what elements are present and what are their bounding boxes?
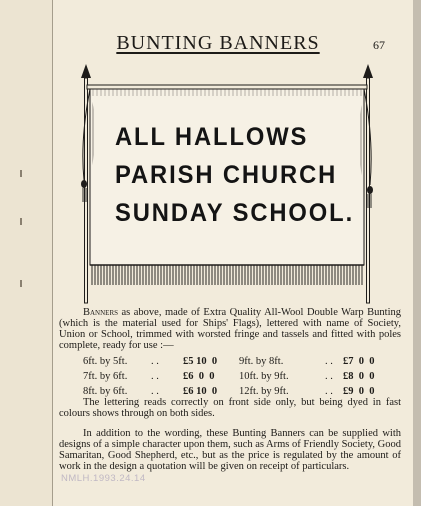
catalogue-page	[53, 0, 413, 506]
crossbar	[87, 85, 367, 89]
banner-line-3: SUNDAY SCHOOL.	[115, 199, 355, 227]
page-right-edge	[413, 0, 421, 506]
note-paragraph: The lettering reads correctly on front side only, but being dyed in fast colours shows through on both sides.	[59, 397, 401, 419]
size-a: 6ft. by 5ft.	[83, 356, 128, 367]
leader-dots: . .	[151, 386, 159, 397]
price-a: £5 10 0	[183, 356, 218, 367]
leader-dots: . .	[151, 356, 159, 367]
page-number: 67	[373, 38, 385, 52]
banner-fringe	[90, 265, 364, 285]
price-row	[59, 371, 399, 386]
price-a: £6 10 0	[183, 386, 218, 397]
description-text: as above, made of Extra Quality All-Wool Double Warp Bunting (which is the material used for Ships' Flags), lettered with name of Society, Union or School, trimmed with worsted fringe and tassels and fitted with poles complete, ready for use :—	[59, 307, 401, 351]
leader-dots: . .	[325, 371, 333, 382]
size-b: 12ft. by 9ft.	[239, 386, 289, 397]
price-list	[59, 356, 399, 401]
size-a: 8ft. by 6ft.	[83, 386, 128, 397]
page-title: BUNTING BANNERS	[116, 32, 320, 54]
description-paragraph	[59, 307, 401, 351]
price-b: £9 0 0	[343, 386, 375, 397]
archive-stamp: NMLH.1993.24.14	[61, 473, 146, 484]
banner-line-2: PARISH CHURCH	[115, 161, 338, 189]
size-b: 9ft. by 8ft.	[239, 356, 284, 367]
banner-lettering	[115, 118, 355, 232]
leader-dots: . .	[325, 356, 333, 367]
description-lead: Banners	[83, 307, 119, 318]
price-a: £6 0 0	[183, 371, 215, 382]
leader-dots: . .	[151, 371, 159, 382]
price-b: £7 0 0	[343, 356, 375, 367]
price-row	[59, 356, 399, 371]
addition-paragraph: In addition to the wording, these Bunting Banners can be supplied with designs of a simple character upon them, such as Arms of Friendly Society, Good Samaritan, Good Shepherd, etc., but as the price is regulated by the amount of work in the design a quotation will be given on receipt of particulars.	[59, 428, 401, 472]
adjacent-page-edge	[0, 0, 53, 506]
price-b: £8 0 0	[343, 371, 375, 382]
leader-dots: . .	[325, 386, 333, 397]
banner-line-1: ALL HALLOWS	[115, 123, 309, 151]
size-b: 10ft. by 9ft.	[239, 371, 289, 382]
size-a: 7ft. by 6ft.	[83, 371, 128, 382]
